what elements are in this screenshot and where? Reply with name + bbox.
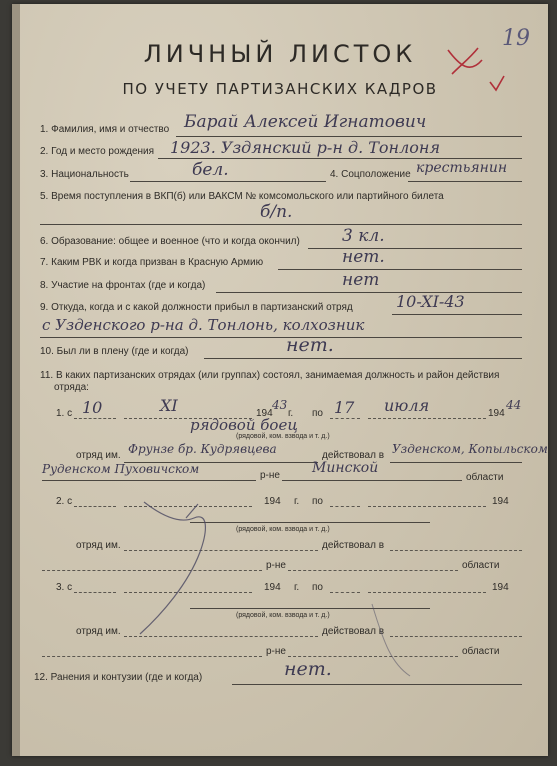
entry-3-number: 3. с xyxy=(56,582,73,593)
entry-1-deistvoval-label: действовал в xyxy=(322,450,385,461)
entry-1-otryad-value: Фрунзе бр. Кудрявцева xyxy=(128,442,277,456)
field-8-label: 8. Участие на фронтах (где и когда) xyxy=(40,280,206,291)
field-3-label: 3. Национальность xyxy=(40,169,129,180)
field-9-value: 10-XI-43 xyxy=(396,292,465,311)
entry-1-day-from: 10 xyxy=(82,398,103,417)
field-12-label: 12. Ранения и контузии (где и когда) xyxy=(34,672,203,683)
entry-3-oblast-label: области xyxy=(462,646,500,657)
entry-2-rne-label: р-не xyxy=(266,560,286,571)
entry-1-po-label: по xyxy=(312,408,323,419)
page-title: ЛИЧНЫЙ ЛИСТОК xyxy=(143,40,417,68)
entry-1-year-from: 43 xyxy=(272,398,288,412)
field-7-value: нет. xyxy=(342,247,385,267)
field-3-value: бел. xyxy=(192,160,229,180)
field-6-value: 3 кл. xyxy=(342,226,385,246)
entry-2-po-label: по xyxy=(312,496,323,507)
field-7-label: 7. Каким РВК и когда призван в Красную Армию xyxy=(40,257,264,268)
entry-2-otryad-label: отряд им. xyxy=(76,540,121,551)
entry-1-month-to: июля xyxy=(384,396,430,415)
field-12-value: нет. xyxy=(284,658,332,680)
field-2-label: 2. Год и место рождения xyxy=(40,146,155,157)
page-subtitle: ПО УЧЕТУ ПАРТИЗАНСКИХ КАДРОВ xyxy=(122,80,438,98)
field-5-value: б/п. xyxy=(260,202,293,222)
entry-3-year-to: 194 xyxy=(492,582,509,593)
entry-1-year-prefix: 194 xyxy=(256,408,273,419)
entry-1-day-to: 17 xyxy=(334,398,355,417)
entry-3-po-label: по xyxy=(312,582,323,593)
field-6-label: 6. Образование: общее и военное (что и когда окончил) xyxy=(40,236,300,247)
entry-3-deistvoval-label: действовал в xyxy=(322,626,385,637)
field-11-label: 11. В каких партизанских отрядах (или группах) состоял, занимаемая должность и район действия xyxy=(40,370,500,381)
entry-1-deistvoval-value: Узденском, Копыльском xyxy=(392,442,548,456)
entry-1-number: 1. с xyxy=(56,408,73,419)
entry-1-year-to-prefix: 194 xyxy=(488,408,505,419)
entry-2-g-label: г. xyxy=(294,496,300,507)
entry-1-position-caption: (рядовой, ком. взвода и т. д.) xyxy=(236,433,330,440)
entry-3-year-from: 194 xyxy=(264,582,281,593)
entry-1-year-to: 44 xyxy=(506,398,522,412)
entry-1-district: Руденском Пуховичском xyxy=(42,462,200,476)
field-9-label: 9. Откуда, когда и с какой должности прибыл в партизанский отряд xyxy=(40,302,353,313)
field-1-label: 1. Фамилия, имя и отчество xyxy=(40,124,170,135)
field-11-label-b: отряда: xyxy=(54,382,89,393)
cross-out-strokes xyxy=(12,4,548,756)
field-4-label: 4. Соцположение xyxy=(330,169,411,180)
entry-3-rne-label: р-не xyxy=(266,646,286,657)
entry-1-g-label: г. xyxy=(288,408,294,419)
entry-1-month-from: XI xyxy=(160,396,178,415)
entry-1-oblast-value: Минской xyxy=(312,460,379,476)
entry-2-year-to: 194 xyxy=(492,496,509,507)
entry-3-g-label: г. xyxy=(294,582,300,593)
form-sheet xyxy=(12,4,548,756)
entry-3-otryad-label: отряд им. xyxy=(76,626,121,637)
field-1-value: Барай Алексей Игнатович xyxy=(184,112,427,132)
field-2-value: 1923. Уздянский р-н д. Тонлоня xyxy=(170,138,441,157)
entry-1-rne-label: р-не xyxy=(260,470,280,481)
field-9-value-2: с Узденского р-на д. Тонлонь, колхозник xyxy=(42,316,365,334)
entry-2-oblast-label: области xyxy=(462,560,500,571)
field-4-value: крестьянин xyxy=(416,160,508,176)
entry-1-oblast-label: области xyxy=(466,472,504,483)
field-8-value: нет xyxy=(342,270,380,290)
field-5-label: 5. Время поступления в ВКП(б) или ВАКСМ № комсомольского или партийного билета xyxy=(40,191,444,202)
entry-2-year-from: 194 xyxy=(264,496,281,507)
entry-3-position-caption: (рядовой, ком. взвода и т. д.) xyxy=(236,612,330,619)
entry-2-position-caption: (рядовой, ком. взвода и т. д.) xyxy=(236,526,330,533)
field-10-value: нет. xyxy=(286,334,334,356)
field-10-label: 10. Был ли в плену (где и когда) xyxy=(40,346,189,357)
entry-1-position: рядовой боец xyxy=(190,416,298,434)
entry-1-otryad-label: отряд им. xyxy=(76,450,121,461)
sheet-number: 19 xyxy=(502,26,530,51)
entry-2-number: 2. с xyxy=(56,496,73,507)
entry-2-deistvoval-label: действовал в xyxy=(322,540,385,551)
